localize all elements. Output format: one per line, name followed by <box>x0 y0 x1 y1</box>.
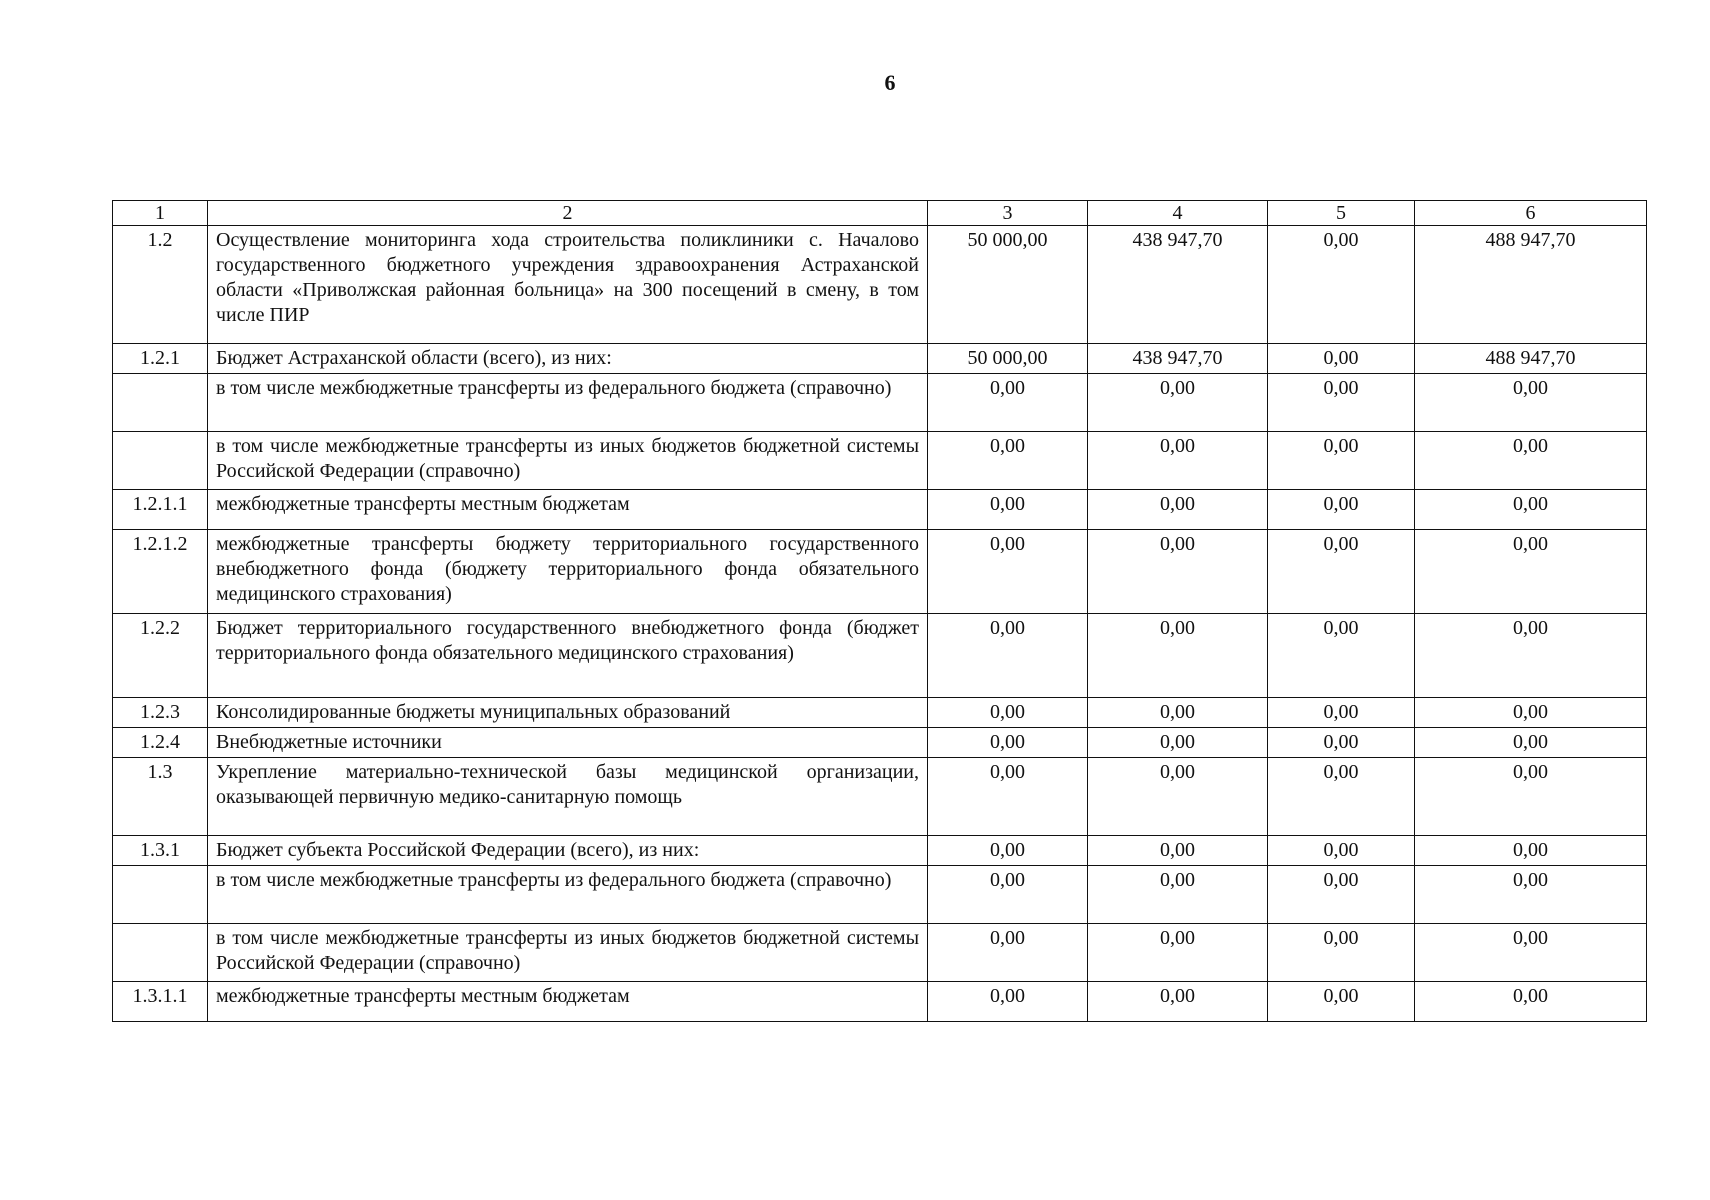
value-col-5: 0,00 <box>1268 226 1415 344</box>
value-col-4: 0,00 <box>1088 728 1268 758</box>
value-col-3: 0,00 <box>928 924 1088 982</box>
table-row <box>113 982 1647 1022</box>
row-description: Внебюджетные источники <box>208 728 928 758</box>
value-col-6: 488 947,70 <box>1415 226 1647 344</box>
table-row <box>113 728 1647 758</box>
value-col-6: 488 947,70 <box>1415 344 1647 374</box>
value-col-5: 0,00 <box>1268 614 1415 698</box>
value-col-5: 0,00 <box>1268 758 1415 836</box>
table-row <box>113 226 1647 344</box>
row-number <box>113 432 208 490</box>
table-row <box>113 758 1647 836</box>
column-header: 3 <box>928 201 1088 226</box>
row-description: в том числе межбюджетные трансферты из федерального бюджета (справочно) <box>208 374 928 432</box>
value-col-3: 0,00 <box>928 490 1088 530</box>
value-col-6: 0,00 <box>1415 698 1647 728</box>
value-col-4: 0,00 <box>1088 698 1268 728</box>
value-col-6: 0,00 <box>1415 982 1647 1022</box>
row-number: 1.2.1 <box>113 344 208 374</box>
table-row <box>113 432 1647 490</box>
row-description: межбюджетные трансферты местным бюджетам <box>208 490 928 530</box>
column-header: 5 <box>1268 201 1415 226</box>
column-header: 6 <box>1415 201 1647 226</box>
row-number: 1.2.2 <box>113 614 208 698</box>
value-col-6: 0,00 <box>1415 490 1647 530</box>
value-col-4: 0,00 <box>1088 530 1268 614</box>
value-col-3: 0,00 <box>928 698 1088 728</box>
row-number <box>113 924 208 982</box>
value-col-3: 0,00 <box>928 982 1088 1022</box>
value-col-6: 0,00 <box>1415 530 1647 614</box>
value-col-5: 0,00 <box>1268 490 1415 530</box>
table-row <box>113 698 1647 728</box>
row-number: 1.2.1.1 <box>113 490 208 530</box>
column-header: 1 <box>113 201 208 226</box>
value-col-4: 0,00 <box>1088 866 1268 924</box>
value-col-3: 0,00 <box>928 758 1088 836</box>
column-header: 4 <box>1088 201 1268 226</box>
table-row <box>113 344 1647 374</box>
row-number: 1.3 <box>113 758 208 836</box>
table-header-row <box>113 201 1647 226</box>
value-col-3: 0,00 <box>928 432 1088 490</box>
table-row <box>113 374 1647 432</box>
value-col-5: 0,00 <box>1268 924 1415 982</box>
value-col-5: 0,00 <box>1268 432 1415 490</box>
value-col-4: 0,00 <box>1088 432 1268 490</box>
row-number <box>113 374 208 432</box>
value-col-3: 0,00 <box>928 614 1088 698</box>
value-col-5: 0,00 <box>1268 374 1415 432</box>
value-col-4: 0,00 <box>1088 982 1268 1022</box>
row-description: межбюджетные трансферты бюджету территориального государственного внебюджетного фонда (бюджету территориального фонда обязательного медицинского страхования) <box>208 530 928 614</box>
budget-table <box>112 200 1647 1022</box>
value-col-6: 0,00 <box>1415 432 1647 490</box>
row-number: 1.3.1.1 <box>113 982 208 1022</box>
value-col-3: 0,00 <box>928 374 1088 432</box>
row-description: Бюджет территориального государственного внебюджетного фонда (бюджет территориального фонда обязательного медицинского страхования) <box>208 614 928 698</box>
value-col-5: 0,00 <box>1268 866 1415 924</box>
value-col-4: 0,00 <box>1088 758 1268 836</box>
value-col-5: 0,00 <box>1268 698 1415 728</box>
row-number: 1.2.3 <box>113 698 208 728</box>
table-row <box>113 614 1647 698</box>
value-col-4: 438 947,70 <box>1088 226 1268 344</box>
table-row <box>113 866 1647 924</box>
row-description: Осуществление мониторинга хода строительства поликлиники с. Началово государственного бюджетного учреждения здравоохранения Астраханской области «Приволжская районная больница» на 300 посещений в смену, в том числе ПИР <box>208 226 928 344</box>
row-number: 1.2 <box>113 226 208 344</box>
value-col-6: 0,00 <box>1415 836 1647 866</box>
value-col-3: 0,00 <box>928 836 1088 866</box>
row-description: Укрепление материально-технической базы медицинской организации, оказывающей первичную медико-санитарную помощь <box>208 758 928 836</box>
value-col-6: 0,00 <box>1415 374 1647 432</box>
row-number: 1.2.1.2 <box>113 530 208 614</box>
value-col-5: 0,00 <box>1268 530 1415 614</box>
value-col-4: 0,00 <box>1088 614 1268 698</box>
value-col-5: 0,00 <box>1268 728 1415 758</box>
value-col-5: 0,00 <box>1268 836 1415 866</box>
row-description: межбюджетные трансферты местным бюджетам <box>208 982 928 1022</box>
value-col-3: 0,00 <box>928 530 1088 614</box>
value-col-4: 0,00 <box>1088 490 1268 530</box>
page-number: 6 <box>884 70 896 95</box>
row-description: в том числе межбюджетные трансферты из иных бюджетов бюджетной системы Российской Федерации (справочно) <box>208 432 928 490</box>
table-row <box>113 490 1647 530</box>
row-description: в том числе межбюджетные трансферты из иных бюджетов бюджетной системы Российской Федерации (справочно) <box>208 924 928 982</box>
row-description: Бюджет субъекта Российской Федерации (всего), из них: <box>208 836 928 866</box>
value-col-5: 0,00 <box>1268 982 1415 1022</box>
row-number: 1.2.4 <box>113 728 208 758</box>
value-col-6: 0,00 <box>1415 924 1647 982</box>
table-row <box>113 530 1647 614</box>
value-col-5: 0,00 <box>1268 344 1415 374</box>
value-col-4: 0,00 <box>1088 374 1268 432</box>
row-number <box>113 866 208 924</box>
value-col-4: 0,00 <box>1088 836 1268 866</box>
value-col-6: 0,00 <box>1415 728 1647 758</box>
row-description: в том числе межбюджетные трансферты из федерального бюджета (справочно) <box>208 866 928 924</box>
value-col-3: 0,00 <box>928 728 1088 758</box>
value-col-6: 0,00 <box>1415 758 1647 836</box>
value-col-3: 0,00 <box>928 866 1088 924</box>
table-row <box>113 836 1647 866</box>
value-col-3: 50 000,00 <box>928 226 1088 344</box>
value-col-6: 0,00 <box>1415 866 1647 924</box>
column-header: 2 <box>208 201 928 226</box>
value-col-6: 0,00 <box>1415 614 1647 698</box>
value-col-3: 50 000,00 <box>928 344 1088 374</box>
table-row <box>113 924 1647 982</box>
value-col-4: 0,00 <box>1088 924 1268 982</box>
row-number: 1.3.1 <box>113 836 208 866</box>
value-col-4: 438 947,70 <box>1088 344 1268 374</box>
row-description: Консолидированные бюджеты муниципальных образований <box>208 698 928 728</box>
row-description: Бюджет Астраханской области (всего), из них: <box>208 344 928 374</box>
